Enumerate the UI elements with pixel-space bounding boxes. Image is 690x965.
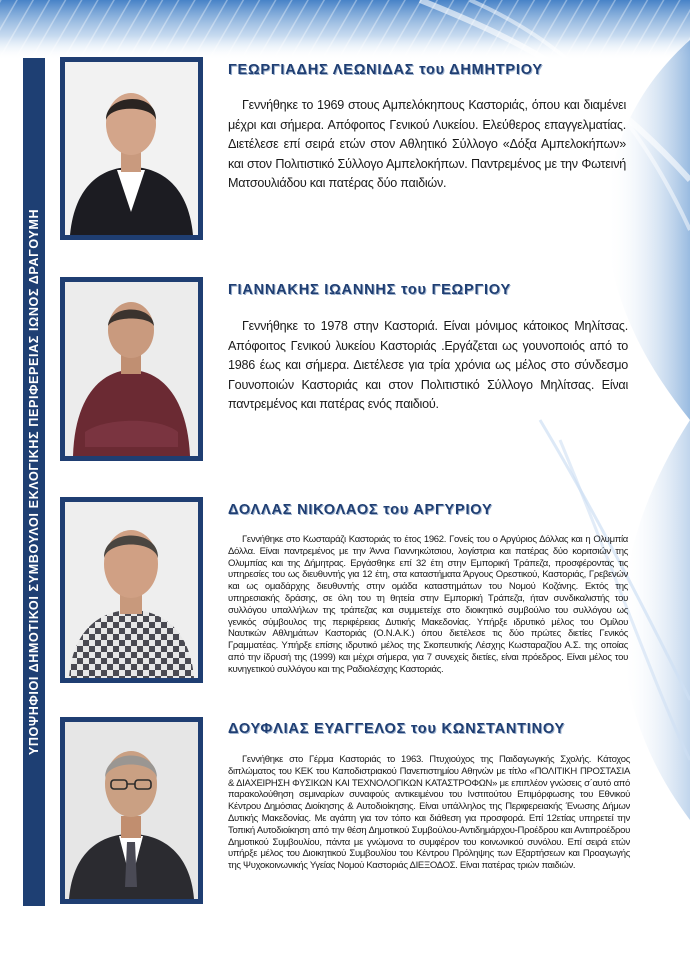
candidate-4-name (228, 721, 565, 737)
candidate-4-bio-text: Γεννήθηκε στο Γέρμα Καστοριάς το 1963. Πτυχιούχος της Παιδαγωγικής Σχολής. Κάτοχος διπλώματος του ΚΕΚ του Καποδιστριακού Πανεπιστημίου Αθηνών με τίτλο «ΠΟΛΙΤΙΚΗ ΠΡΟΣΤΑΣΙΑ & ΔΙΑΧΕΙΡΗΣΗ ΦΥΣΙΚΩΝ ΚΑΙ ΤΕΧΝΟΛΟΓΙΚΩΝ ΚΑΤΑΣΤΡΟΦΩΝ» με επιπλέον γνώσεις σ΄αυτό από παρακολούθηση σεμιναρίων συναφούς αντικειμένου του Ινστιτούτου Επιμόρφωσης του Εθνικού Κέντρου Δημόσιας Διοίκησης & Αυτοδιοίκησης. Είναι υπάλληλος της Περιφερειακής Ένωσης Δήμων Δυτικής Μακεδονίας. Με αγάπη για τον τόπο και διάθεση για προσφορά. Επί 12ετίας υπηρετεί την Τοπική Αυτοδιοίκηση από την θέση Δημοτικού Συμβούλου-Αντιδημάρχου-Προέδρου και Αντιπροέδρου Δημοτικού Συμβουλίου, πάντα με γνώμονα το συμφέρον του κοινωνικού συνόλου. Επί σειρά ετών υπήρξε μέλος του Διοικητικού Συμβουλίου του Κέντρου Πρόληψης των Εξαρτήσεων και Προαγωγής της Ψυχοκοινωνικής Υγείας Νομού Καστοριάς ΔΙΕΞΟΔΟΣ. Είναι πατέρας τριών παιδιών. (228, 754, 630, 872)
candidate-3-bio (228, 534, 628, 676)
candidate-4-name-text: ΔΟΥΦΛΙΑΣ ΕΥΑΓΓΕΛΟΣ του ΚΩΝΣΤΑΝΤΙΝΟΥ (228, 721, 566, 737)
candidate-4-bio (228, 754, 630, 872)
candidate-1-name-text: ΓΕΩΡΓΙΑΔΗΣ ΛΕΩΝΙΔΑΣ του ΔΗΜΗΤΡΙΟΥ (228, 62, 543, 78)
candidate-2-bio-text: Γεννήθηκε το 1978 στην Καστοριά. Είναι μόνιμος κάτοικος Μηλίτσας. Απόφοιτος Γενικού λυκείου Καστοριάς .Εργάζεται ως γουνοποιός από το 1986 έως και σήμερα. Διετέλεσε για τρία χρόνια ως μέλος στο σύνδεσμο Γουνοποιών Καστοριάς και στον Πολιτιστικό Σύλλογο Μηλίτσας. Είναι παντρεμένος και πατέρας ενός παιδιού. (228, 319, 628, 412)
candidate-3-bio-text: Γεννήθηκε στο Κωσταράζι Καστοριάς το έτος 1962. Γονείς του ο Αργύριος Δόλλας και η Ολυμπία Δόλλα. Είναι παντρεμένος με την Άννα Γιαννηκώτσιου, λογίστρια και πατέρας δύο κοριτσιών της Ολυμπίας και της Δήμητρας. Εργάσθηκε επί 32 έτη στην Εμπορική Τράπεζα, προσφέροντας τις υπηρεσίες του ως διευθυντής για 12 έτη, στα καταστήματα Άργους Ορεστικού, Καστοριάς, Γρεβενών και ως ομαδάρχης διευθυντής στην ομάδα καταστημάτων του Νομού Κοζάνης. Εκτός της υπηρεσιακής δράσης, σε όλη του τη θητεία στην Εμπορική Τράπεζα, ήταν συνδικαλιστής του συλλόγου υπαλλήλων της τράπεζας και συμμετείχε στο διοικητικό συμβούλιο του συλλόγου ως γενικός σύμβουλος της περιφέρειας Δυτικής Μακεδονίας. Υπήρξε ιδρυτικό μέλος του Ομίλου Ναυτικών Αθλημάτων Καστοριάς (Ο.Ν.Α.Κ.) όπου διετέλεσε τις δύο πρώτες διετίες Γενικός Γραμματέας. Υπήρξε επίσης ιδρυτικό μέλος της Σκοπευτικής Λέσχης Κωσταραζίου Α.Σ. της οποίας από την ίδρυσή της (1999) και μέχρι σήμερα, για 7 συνεχείς διετίες, είναι πρόεδρος. Είναι μέλος του κυνηγετικού συλλόγου και της Ραδιολέσχης Καστοριάς. (228, 534, 628, 675)
side-banner (23, 58, 45, 906)
candidate-1-name (228, 62, 543, 78)
side-banner-text: ΥΠΟΨΗΦΙΟΙ ΔΗΜΟΤΙΚΟΙ ΣΥΜΒΟΥΛΟΙ ΕΚΛΟΓΙΚΗΣ ΠΕΡΙΦΕΡΕΙΑΣ ΙΩΝΟΣ ΔΡΑΓΟΥΜΗ (27, 208, 41, 756)
candidate-4-photo (60, 717, 203, 904)
candidate-2-name (228, 282, 511, 298)
candidate-1-bio (228, 96, 626, 194)
candidate-2-bio (228, 317, 628, 415)
candidate-1-bio-text: Γεννήθηκε το 1969 στους Αμπελόκηπους Καστοριάς, όπου και διαμένει μέχρι και σήμερα. Απόφοιτος Γενικού Λυκείου. Ελεύθερος επαγγελματίας. Διετέλεσε επί σειρά ετών στον Αθλητικό Σύλλογο «Δόξα Αμπελοκήπων» και στον Πολιτιστικό Σύλλογο Αμπελοκήπων. Παντρεμένος με την Φωτεινή Ματσουλιάδου και πατέρας δύο παιδιών. (228, 98, 626, 191)
candidate-3-name (228, 502, 492, 518)
candidate-3-name-text: ΔΟΛΛΑΣ ΝΙΚΟΛΑΟΣ του ΑΡΓΥΡΙΟΥ (228, 502, 493, 518)
candidate-2-photo (60, 277, 203, 461)
candidate-1-photo (60, 57, 203, 240)
candidate-3-photo (60, 497, 203, 683)
candidate-2-name-text: ΓΙΑΝΝΑΚΗΣ ΙΩΑΝΝΗΣ του ΓΕΩΡΓΙΟΥ (228, 282, 511, 298)
